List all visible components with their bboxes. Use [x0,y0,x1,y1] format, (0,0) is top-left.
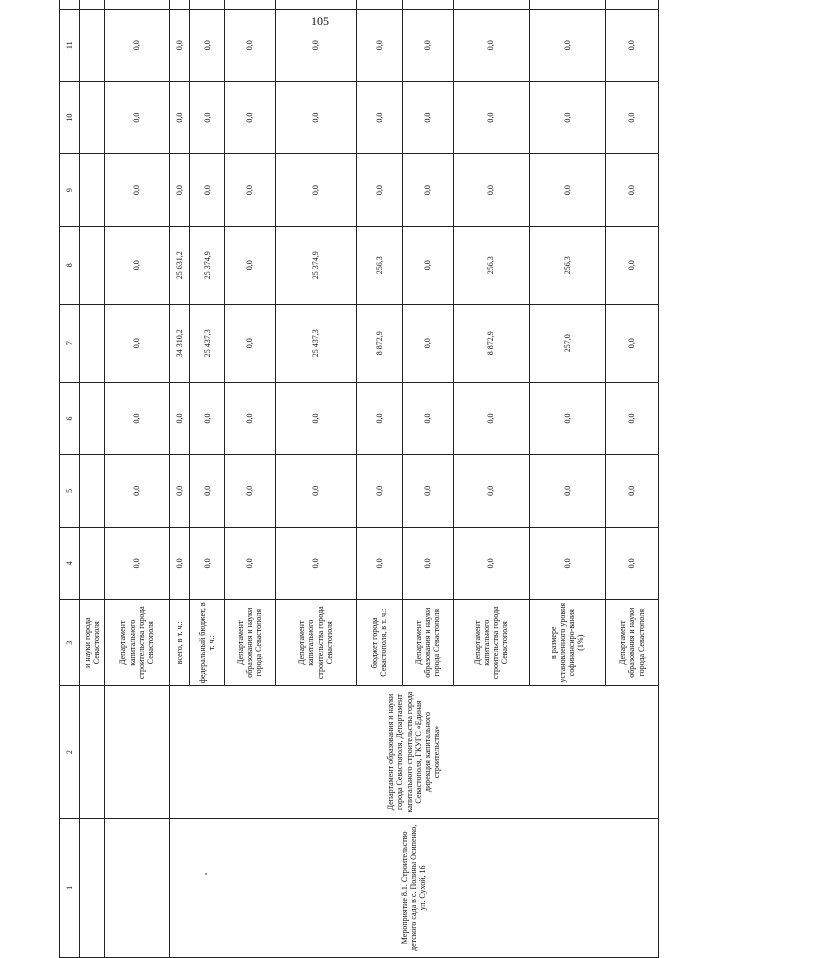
amount-cell: 0,0 [105,81,170,153]
amount-cell [79,527,104,599]
amount-cell: 0,0 [605,527,658,599]
amount-cell: 0,0 [275,154,356,226]
amount-cell [225,0,276,9]
amount-cell: 0,0 [169,455,190,527]
amount-cell: 0,0 [402,527,453,599]
amount-cell [79,9,104,81]
amount-cell: 0,0 [169,154,190,226]
amount-cell: 0,0 [105,304,170,382]
header-cell: 10 [60,81,80,153]
amount-cell: 0,0 [529,154,605,226]
amount-cell: 0,0 [402,154,453,226]
funding-source: всего, в т. ч.: [169,600,190,686]
amount-cell: 25 374,9 [275,226,356,304]
amount-cell: 256,3 [529,226,605,304]
header-row [60,0,80,958]
amount-cell: 25 437,3 [190,304,225,382]
amount-cell: 34 310,2 [169,304,190,382]
amount-cell: 0,0 [190,81,225,153]
amount-cell: 0,0 [190,9,225,81]
amount-cell: 0,0 [169,382,190,454]
page-number: 105 [311,14,329,28]
amount-cell: 0,0 [356,9,402,81]
amount-cell: 0,0 [529,527,605,599]
amount-cell: 0,0 [605,382,658,454]
amount-cell: 0,0 [356,154,402,226]
amount-cell [169,0,190,9]
amount-cell: 0,0 [105,382,170,454]
amount-cell: 0,0 [190,527,225,599]
amount-cell: 0,0 [356,455,402,527]
amount-cell [79,154,104,226]
funding-source: и науки города Севастополя [79,600,104,686]
amount-cell: 0,0 [356,81,402,153]
amount-cell: 0,0 [605,154,658,226]
amount-cell: 0,0 [453,81,529,153]
table-row [105,0,170,958]
funding-source: бюджет города Севастополя, в т. ч.: [356,600,402,686]
empty-cell [79,686,104,818]
empty-cell [105,686,170,818]
amount-cell: 0,0 [529,382,605,454]
amount-cell: 0,0 [402,226,453,304]
amount-cell: 0,0 [105,154,170,226]
header-cell: 11 [60,9,80,81]
amount-cell: 0,0 [275,455,356,527]
amount-cell: 0,0 [105,9,170,81]
amount-cell [356,0,402,9]
header-cell [60,0,80,9]
amount-cell: 0,0 [169,527,190,599]
amount-cell: 8 872,9 [453,304,529,382]
amount-cell: 0,0 [453,9,529,81]
amount-cell [453,0,529,9]
header-cell: 6 [60,382,80,454]
amount-cell: 25 374,9 [190,226,225,304]
amount-cell: 0,0 [190,455,225,527]
header-cell: 1 [60,818,80,957]
header-cell: 5 [60,455,80,527]
amount-cell: 0,0 [402,9,453,81]
funding-source: Департамент капитального строительства города Севастополя [453,600,529,686]
header-cell: 9 [60,154,80,226]
amount-cell: 0,0 [529,9,605,81]
amount-cell: 0,0 [105,527,170,599]
amount-cell: 0,0 [275,81,356,153]
amount-cell: 0,0 [356,382,402,454]
amount-cell [275,0,356,9]
amount-cell [605,0,658,9]
amount-cell [529,0,605,9]
amount-cell [79,304,104,382]
amount-cell: 25 631,2 [169,226,190,304]
amount-cell [79,0,104,9]
header-cell: 7 [60,304,80,382]
amount-cell: 0,0 [402,382,453,454]
amount-cell: 0,0 [605,81,658,153]
amount-cell: 0,0 [225,154,276,226]
amount-cell: 8 872,9 [356,304,402,382]
amount-cell: 25 437,3 [275,304,356,382]
funding-source: федеральный бюджет, в т. ч.: [190,600,225,686]
empty-cell [105,818,170,957]
funding-source: Департамент образования и науки города Севастополя [225,600,276,686]
funding-source: Департамент капитального строительства города Севастополя [275,600,356,686]
rotated-sheet [0,40,814,951]
amount-cell: 0,0 [605,9,658,81]
amount-cell: 0,0 [190,382,225,454]
funding-source: Департамент образования и науки города Севастополя [605,600,658,686]
header-cell: 8 [60,226,80,304]
header-cell: 4 [60,527,80,599]
amount-cell: 0,0 [402,304,453,382]
amount-cell: 0,0 [169,9,190,81]
measure-executor: Департамент образования и науки города Севастополя, Департамент капитального строительства города Севастополя, ГКУГС «Единая дирекция капитального строительства» [169,686,658,818]
amount-cell [190,0,225,9]
amount-cell: 0,0 [225,81,276,153]
amount-cell: 256,3 [356,226,402,304]
amount-cell [79,226,104,304]
amount-cell: 0,0 [605,455,658,527]
amount-cell: 0,0 [105,226,170,304]
amount-cell [402,0,453,9]
funding-source: в размере установленного уровня софинансиро-вания (1%) [529,600,605,686]
amount-cell: 0,0 [356,527,402,599]
amount-cell: 0,0 [225,455,276,527]
amount-cell: 0,0 [453,382,529,454]
funding-source: Департамент капитального строительства города Севастополя [105,600,170,686]
amount-cell [79,455,104,527]
amount-cell: 0,0 [225,382,276,454]
amount-cell: 0,0 [605,226,658,304]
header-cell: 2 [60,686,80,818]
scan-speck [205,873,207,875]
amount-cell: 0,0 [225,226,276,304]
empty-cell [79,818,104,957]
amount-cell: 0,0 [275,9,356,81]
amount-cell: 0,0 [105,455,170,527]
amount-cell: 0,0 [190,154,225,226]
amount-cell [79,81,104,153]
header-cell: 3 [60,600,80,686]
measure-name: Мероприятие 8.1. Строительство детского сада в с. Полины Осипенко, ул. Сухой, 16 [169,818,658,957]
amount-cell [105,0,170,9]
amount-cell: 0,0 [605,304,658,382]
amount-cell: 256,3 [453,226,529,304]
amount-cell: 0,0 [225,9,276,81]
amount-cell [79,382,104,454]
amount-cell: 0,0 [225,527,276,599]
amount-cell: 0,0 [453,455,529,527]
amount-cell: 257,0 [529,304,605,382]
amount-cell: 0,0 [529,455,605,527]
amount-cell: 0,0 [275,382,356,454]
table-row [79,0,104,958]
amount-cell: 0,0 [402,81,453,153]
amount-cell: 0,0 [225,304,276,382]
amount-cell: 0,0 [402,455,453,527]
funding-source: Департамент образования и науки города Севастополя [402,600,453,686]
amount-cell: 0,0 [529,81,605,153]
amount-cell: 0,0 [453,527,529,599]
table-row [169,0,190,958]
budget-table [59,0,659,958]
amount-cell: 0,0 [169,81,190,153]
amount-cell: 0,0 [275,527,356,599]
amount-cell: 0,0 [453,154,529,226]
